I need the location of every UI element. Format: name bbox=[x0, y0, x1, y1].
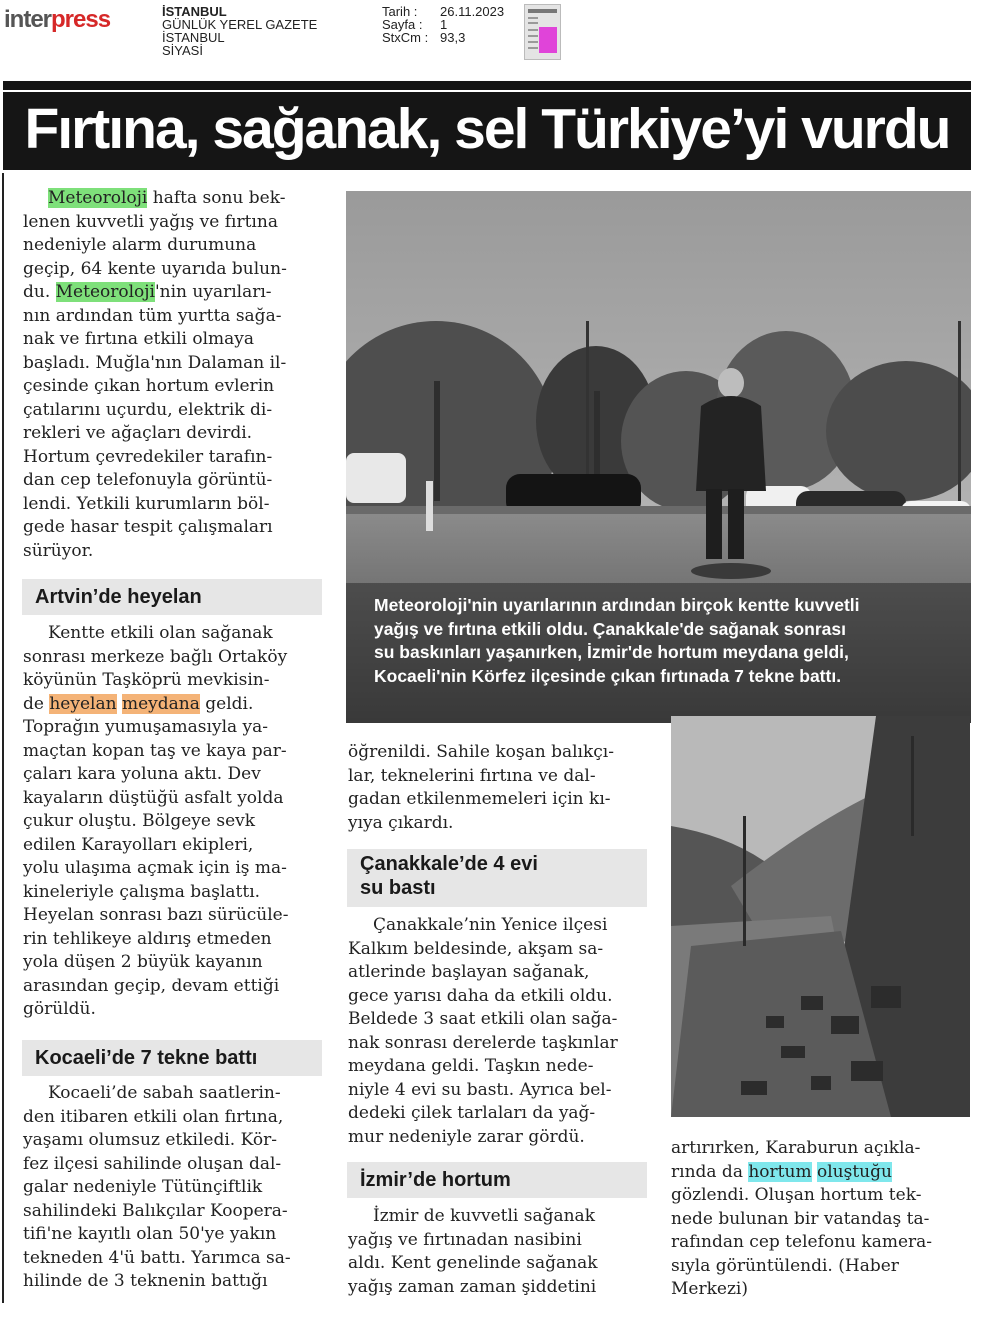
izmir-text bbox=[348, 1205, 658, 1299]
text-line: İzmir de kuvvetli sağanak bbox=[373, 1206, 595, 1226]
text-line: rafından cep telefonu kamera- bbox=[671, 1232, 933, 1252]
text-line: Toprağın yumuşamasıyla ya- bbox=[23, 717, 269, 737]
text-line: maçtan kopan taş ve kaya par- bbox=[23, 740, 287, 761]
text-line: tifi'ne kayıtlı olan 50'ye yakın bbox=[23, 1224, 277, 1244]
col2-continuation bbox=[348, 741, 658, 835]
text-line: Kalkım beldesinde, akşam sa- bbox=[348, 938, 604, 959]
text-line: başladı. Muğla'nın Dalaman il- bbox=[23, 352, 287, 373]
text-line: dan cep telefonuyla görüntü- bbox=[23, 470, 273, 490]
text-line: arasından geçip, devam ettiği bbox=[23, 975, 280, 996]
text-line: görüldü. bbox=[23, 999, 96, 1019]
subhead-artvin: Artvin’de heyelan bbox=[22, 579, 322, 615]
text-line: Heyelan sonrası bazı sürücüle- bbox=[23, 905, 289, 925]
photo-caption bbox=[374, 594, 959, 688]
caption-line: Kocaeli'nin Körfez ilçesinde çıkan fırtınada 7 tekne battı. bbox=[374, 665, 842, 686]
subhead-canakkale bbox=[347, 849, 647, 907]
canakkale-text bbox=[348, 914, 658, 1149]
logo-text-red: press bbox=[51, 6, 111, 33]
text-line: gece yarısı daha da etkili oldu. bbox=[348, 985, 613, 1006]
text-line: sonrası merkeze bağlı Ortaköy bbox=[23, 646, 288, 667]
highlighted-keyword: meydana bbox=[121, 693, 200, 714]
stxcm-value: 93,3 bbox=[440, 30, 466, 45]
text-line: kineleriyle çalışma başlattı. bbox=[23, 881, 261, 902]
col3-continuation bbox=[671, 1137, 971, 1302]
interpress-logo bbox=[4, 6, 110, 34]
text-line: hilinde de 3 teknenin battığı bbox=[23, 1271, 268, 1291]
headline: Fırtına, sağanak, sel Türkiye’yi vurdu bbox=[24, 97, 950, 161]
page-row: Sayfa : 1 bbox=[382, 17, 448, 32]
text-line: gadan etkilenmemeleri için kı- bbox=[348, 789, 611, 809]
text-line: çaları kara yoluna aktı. Dev bbox=[23, 764, 261, 784]
text-line: öğrenildi. Sahile koşan balıkçı- bbox=[348, 742, 614, 762]
text-line: gözlendi. Oluşan hortum tek- bbox=[671, 1185, 922, 1205]
text-line: nedeniyle alarm durumuna bbox=[23, 235, 257, 255]
canakkale-paragraph bbox=[348, 914, 658, 1149]
text-line: Kentte etkili olan sağanak bbox=[48, 623, 273, 643]
highlighted-keyword: Meteoroloji bbox=[55, 282, 155, 302]
clip-location-marker bbox=[539, 27, 557, 53]
text-line: yağış zaman zaman şiddetini bbox=[348, 1276, 597, 1297]
clipping-meta bbox=[382, 5, 504, 44]
col3-continuation-text bbox=[671, 1137, 971, 1302]
stxcm-row: StxCm : 93,3 bbox=[382, 30, 466, 45]
text-line: mur nedeniyle zarar gördü. bbox=[348, 1126, 585, 1147]
artvin-paragraph bbox=[23, 622, 323, 1022]
text-line: yıya çıkardı. bbox=[348, 812, 454, 833]
text-line: lenen kuvvetli yağış ve fırtına bbox=[23, 211, 278, 232]
text-line: aldı. Kent genelinde sağanak bbox=[348, 1253, 598, 1273]
text-line: du. Meteoroloji'nin uyarıları- bbox=[23, 282, 272, 302]
text-line: Meteoroloji hafta sonu bek- bbox=[48, 188, 286, 208]
kocaeli-text bbox=[23, 1082, 323, 1294]
text-line: rında da hortum oluştuğu bbox=[671, 1161, 892, 1182]
kocaeli-paragraph bbox=[23, 1082, 323, 1294]
text-line: köyünün Taşköprü mevkisin- bbox=[23, 670, 270, 690]
landslide-road-photo bbox=[671, 716, 970, 1117]
text-line: Beldede 3 saat etkili olan sağa- bbox=[348, 1009, 618, 1029]
text-line: meydana geldi. Taşkın nede- bbox=[348, 1056, 594, 1076]
text-line: Merkezi) bbox=[671, 1279, 748, 1299]
artvin-text bbox=[23, 622, 323, 1022]
subhead-canakkale-line2: su bastı bbox=[360, 877, 436, 899]
text-line: de heyelan meydana geldi. bbox=[23, 693, 254, 714]
intro-text bbox=[23, 187, 323, 563]
text-line: geçip, 64 kente uyarıda bulun- bbox=[23, 258, 287, 279]
landslide-photo-illustration bbox=[671, 716, 970, 1117]
text-line: yola düşen 2 büyük kayanın bbox=[23, 952, 263, 972]
text-line: tekneden 4'ü battı. Yarımca sa- bbox=[23, 1247, 291, 1268]
clipping-info bbox=[162, 5, 317, 57]
text-line: Hortum çevredekiler tarafın- bbox=[23, 446, 273, 467]
date-row: Tarih : 26.11.2023 bbox=[382, 4, 505, 19]
text-line: lendi. Yetkili kurumların böl- bbox=[23, 493, 270, 514]
text-line: sürüyor. bbox=[23, 540, 94, 561]
text-line: edilen Karayolları ekipleri, bbox=[23, 834, 254, 855]
text-line: yolu ulaşıma açmak için iş ma- bbox=[23, 858, 287, 878]
subhead-izmir: İzmir’de hortum bbox=[347, 1162, 647, 1198]
highlighted-keyword: hortum bbox=[748, 1161, 812, 1182]
text-line: nak sonrası derelerde taşkınlar bbox=[348, 1032, 618, 1053]
text-line: Kocaeli’de sabah saatlerin- bbox=[48, 1083, 281, 1103]
text-line: atlerinde başlayan sağanak, bbox=[348, 962, 590, 982]
logo-text-gray: inter bbox=[4, 6, 52, 33]
page-thumbnail bbox=[524, 4, 561, 60]
text-line: yaşamı olumsuz etkiledi. Kör- bbox=[23, 1130, 277, 1150]
left-border-line bbox=[2, 173, 4, 1303]
text-line: fez ilçesi sahilinde oluşan dal- bbox=[23, 1153, 282, 1174]
text-line: sıyla görüntülendi. (Haber bbox=[671, 1255, 899, 1276]
text-line: sahilindeki Balıkçılar Koopera- bbox=[23, 1200, 288, 1221]
text-line: yağış ve fırtınadan nasibini bbox=[348, 1229, 582, 1250]
text-line: çatılarını uçurdu, elektrik di- bbox=[23, 399, 273, 420]
text-line: kayaların düştüğü asfalt yolda bbox=[23, 787, 284, 808]
text-line: Çanakkale’nin Yenice ilçesi bbox=[373, 915, 608, 935]
publication-type: GÜNLÜK YEREL GAZETE bbox=[162, 17, 318, 32]
category-label: SİYASİ bbox=[162, 43, 203, 58]
caption-line: yağış ve fırtına etkili oldu. Çanakkale'de sağanak sonrası bbox=[374, 618, 846, 639]
text-line: dedeki çilek tarlaları da yağ- bbox=[348, 1103, 596, 1123]
text-line: den itibaren etkili olan fırtına, bbox=[23, 1106, 284, 1127]
page-value: 1 bbox=[440, 17, 448, 32]
text-line: gede hasar tespit çalışmaları bbox=[23, 517, 273, 537]
city-label: İSTANBUL bbox=[162, 4, 227, 19]
text-line: nak ve fırtına etkili olmaya bbox=[23, 329, 255, 349]
highlighted-keyword: heyelan bbox=[49, 693, 117, 714]
text-line: rekleri ve ağaçları devirdi. bbox=[23, 423, 253, 443]
subhead-kocaeli: Kocaeli’de 7 tekne battı bbox=[22, 1040, 322, 1076]
highlighted-keyword: Meteoroloji bbox=[48, 188, 148, 208]
text-line: çesinde çıkan hortum evlerin bbox=[23, 376, 275, 396]
text-line: nede bulunan bir vatandaş ta- bbox=[671, 1208, 930, 1229]
text-line: nın ardından tüm yurtta sağa- bbox=[23, 305, 282, 326]
izmir-paragraph bbox=[348, 1205, 658, 1299]
caption-line: su baskınları yaşanırken, İzmir'de hortum meydana geldi, bbox=[374, 642, 849, 662]
intro-paragraph bbox=[23, 187, 323, 563]
text-line: çukur oluştu. Bölgeye sevk bbox=[23, 811, 256, 831]
region-label: İSTANBUL bbox=[162, 30, 225, 45]
text-line: niyle 4 evi su bastı. Ayrıca bel- bbox=[348, 1079, 612, 1100]
text-line: galar nedeniyle Tütünçiftlik bbox=[23, 1177, 263, 1197]
text-line: rin tehlikeye aldırış etmeden bbox=[23, 928, 272, 949]
caption-line: Meteoroloji'nin uyarılarının ardından birçok kentte kuvvetli bbox=[374, 595, 860, 615]
text-line: lar, teknelerini fırtına ve dal- bbox=[348, 765, 596, 786]
date-value: 26.11.2023 bbox=[440, 4, 505, 19]
highlighted-keyword: oluştuğu bbox=[816, 1161, 892, 1182]
col2-continuation-text bbox=[348, 741, 658, 835]
subhead-canakkale-line1: Çanakkale’de 4 evi bbox=[360, 853, 538, 875]
text-line: artırırken, Karaburun açıkla- bbox=[671, 1138, 921, 1158]
